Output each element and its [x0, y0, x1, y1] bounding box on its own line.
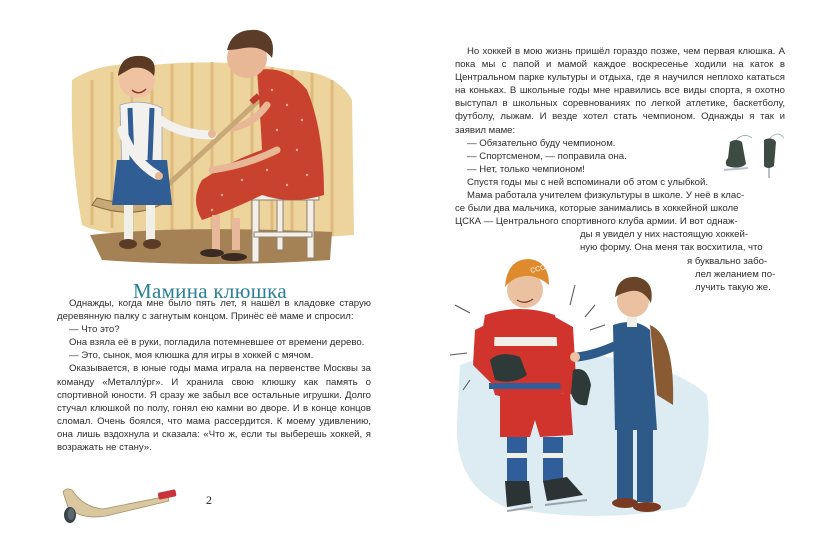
paragraph: Но хоккей в мою жизнь пришёл гораздо позже, чем первая клюшка. А пока мы с папой и мамой каждое воскресенье ходили на каток в Центральном парке культуры и отдыха, где я научился неплохо кататься на коньках. В школьные годы мне нравились все виды спорта, я охотно выступал в школьных соревнованиях по легкой атлетике, баскетболу, футболу, лыжам. И везде хотел стать чемпионом. Однажды я так и заявил маме:: [455, 46, 785, 136]
paragraph-line: ную форму. Она меня так восхитила, что: [580, 242, 763, 254]
paragraph: Она взяла её в руки, погладила потемневшее от времени дерево.: [69, 337, 365, 349]
hockey-player-and-schoolboy-illustration: [445, 245, 720, 530]
left-page-body: [57, 297, 371, 454]
paragraph: Оказывается, в юные годы мама играла на первенстве Москвы за команду «Металлу́рг». И хранила свою клюшку как память о спортивной юности. Я сразу же забыл все остальные игрушки. Долго стучал клюшкой по полу, гонял ею камни во дворе. И в конце концов сломал. Очень боялся, что мама рассердится. К моему удивлению, она лишь вздохнула и сказала: «Что ж, если ты выберешь хоккей, я возражать не стану».: [57, 363, 371, 454]
dialogue-line: — Спортсменом, — поправила она.: [467, 150, 627, 162]
paragraph-line: ЦСКА — Центрального спортивного клуба армии. И вот однаж-: [455, 216, 738, 228]
dialogue-line: — Обязательно буду чемпионом.: [467, 137, 616, 149]
hockey-stick-icon: [58, 482, 193, 527]
paragraph-line: лучить такую же.: [695, 281, 771, 293]
paragraph-line: я буквально забо-: [687, 255, 768, 267]
ice-skates-icon: [722, 132, 790, 182]
paragraph-line: лел желанием по-: [695, 268, 776, 280]
paragraph-line: Мама работала учителем физкультуры в школе. У неё в клас-: [467, 190, 745, 202]
paragraph-line: се были два мальчика, которые занимались в хоккейной школе: [455, 203, 739, 215]
paragraph: Спустя годы мы с ней вспоминали об этом с улыбкой.: [467, 176, 709, 188]
paragraph: Однажды, когда мне было пять лет, я нашёл в кладовке старую деревянную палку с загнутым концом. Принёс её маме и спросил:: [57, 298, 371, 323]
paragraph-line: ды я увидел у них настоящую хоккей-: [580, 229, 749, 241]
dialogue-line: — Нет, только чемпионом!: [467, 163, 585, 175]
dialogue-line: — Что это?: [69, 324, 120, 336]
page-number: 2: [206, 493, 212, 507]
dialogue-line: — Это, сынок, моя клюшка для игры в хоккей с мячом.: [69, 350, 314, 362]
boy-and-mother-illustration: [62, 10, 362, 270]
chapter-title: Мамина клюшка: [133, 279, 287, 303]
helmet-text: СССР: [529, 263, 551, 275]
